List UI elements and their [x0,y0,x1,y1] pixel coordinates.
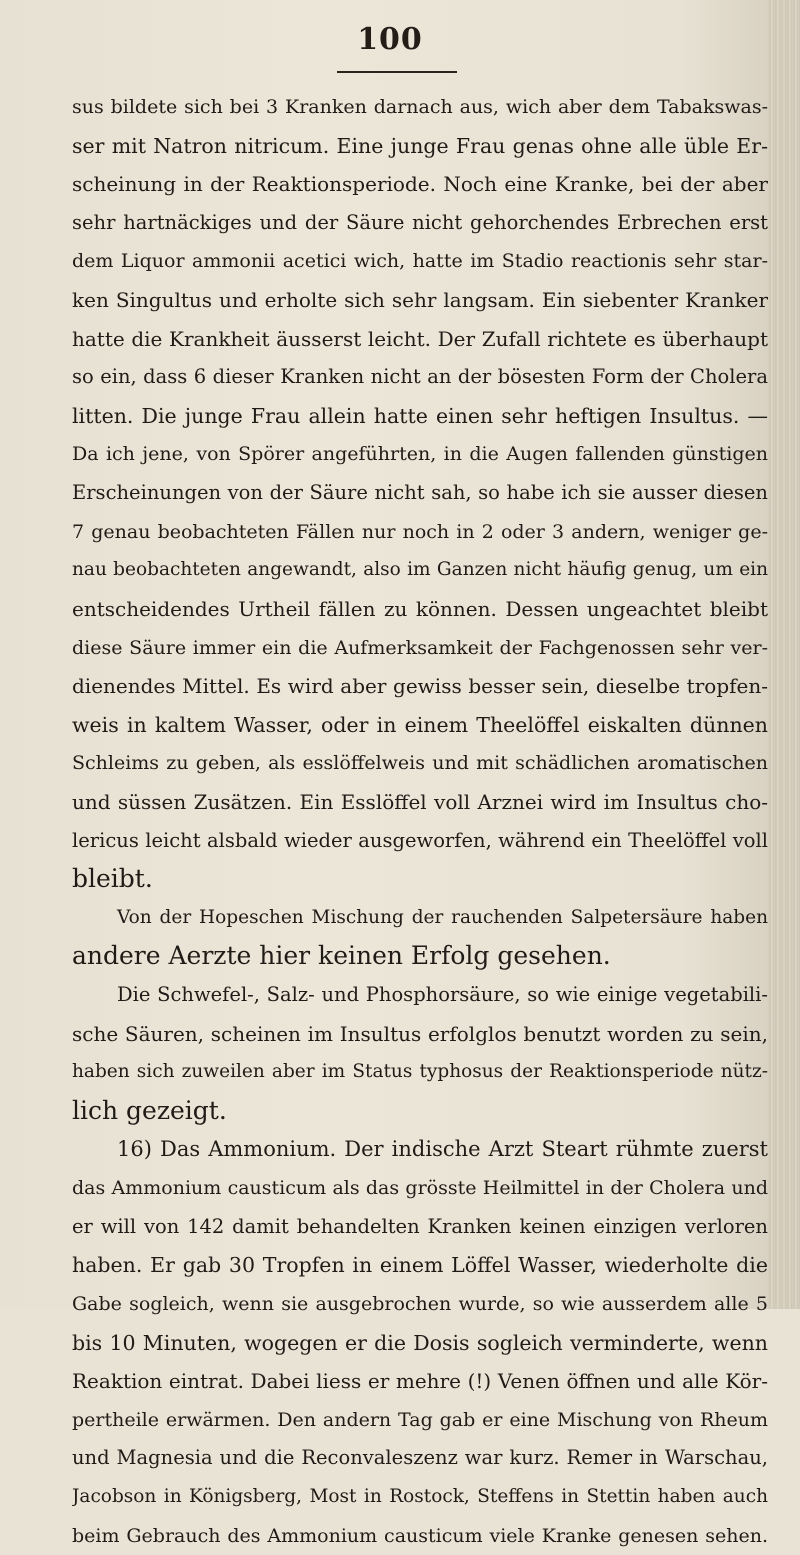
text-line: Erscheinungen von der Säure nicht sah, so habe ich sie ausser diesen [72,481,768,505]
page-number: 100 [357,22,423,57]
text-line: sus bildete sich bei 3 Kranken darnach aus, wich aber dem Tabakswas- [72,96,768,118]
text-line: dienendes Mittel. Es wird aber gewiss besser sein, dieselbe tropfen- [72,674,768,699]
text-line: pertheile erwärmen. Den andern Tag gab er eine Mischung von Rheum [72,1408,768,1431]
text-line: er will von 142 damit behandelten Kranken keinen einzigen verloren [72,1214,768,1238]
text-line: haben. Er gab 30 Tropfen in einem Löffel Wasser, wiederholte die [72,1253,768,1278]
text-line: Jacobson in Königsberg, Most in Rostock, Steffens in Stettin haben auch [72,1485,768,1507]
text-line: bis 10 Minuten, wogegen er die Dosis sogleich verminderte, wenn [72,1330,768,1355]
text-line: weis in kaltem Wasser, oder in einem Theelöffel eiskalten dünnen [72,712,768,737]
text-line: so ein, dass 6 dieser Kranken nicht an der bösesten Form der Cholera [72,365,768,389]
text-line: Da ich jene, von Spörer angeführten, in die Augen fallenden günstigen [72,443,768,466]
text-line: lich gezeigt. [72,1095,227,1125]
text-line: diese Säure immer ein die Aufmerksamkeit der Fachgenossen sehr ver- [72,636,768,659]
text-line: sche Säuren, scheinen im Insultus erfolglos benutzt worden zu sein, [72,1021,768,1046]
text-line: dem Liquor ammonii acetici wich, hatte im Stadio reactionis sehr star- [72,250,768,273]
text-line: sehr hartnäckiges und der Säure nicht gehorchendes Erbrechen erst [72,210,768,234]
text-line: und süssen Zusätzen. Ein Esslöffel voll Arznei wird im Insultus cho- [72,789,768,814]
text-line: scheinung in der Reaktionsperiode. Noch eine Kranke, bei der aber [72,172,768,197]
text-line: das Ammonium causticum als das grösste Heilmittel in der Cholera und [72,1177,768,1200]
header-rule [337,71,457,73]
text-line: 16) Das Ammonium. Der indische Arzt Steart rühmte zuerst [117,1137,768,1162]
text-line: 7 genau beobachteten Fällen nur noch in 2 oder 3 andern, weniger ge- [72,520,768,543]
text-line: litten. Die junge Frau allein hatte einen sehr heftigen Insultus. — [72,403,768,428]
text-line: haben sich zuweilen aber im Status typhosus der Reaktionsperiode nütz- [72,1061,768,1083]
text-line: Reaktion eintrat. Dabei liess er mehre (!) Venen öffnen und alle Kör- [72,1369,768,1394]
text-line: ken Singultus und erholte sich sehr langsam. Ein siebenter Kranker [72,288,768,313]
page-edge-shadow [768,0,800,1309]
text-line: andere Aerzte hier keinen Erfolg gesehen. [72,941,611,971]
text-line: lericus leicht alsbald wieder ausgeworfen, während ein Theelöffel voll [72,828,768,852]
text-line: bleibt. [72,864,153,894]
text-line: beim Gebrauch des Ammonium causticum viele Kranke genesen sehen. [72,1524,768,1547]
body-text [72,88,768,1555]
text-line: Schleims zu geben, als esslöffelweis und mit schädlichen aromatischen [72,752,768,775]
text-line: Von der Hopeschen Mischung der rauchenden Salpetersäure haben [117,906,768,928]
text-line: hatte die Krankheit äusserst leicht. Der Zufall richtete es überhaupt [72,326,768,351]
text-line: nau beobachteten angewandt, also im Ganzen nicht häufig genug, um ein [72,559,768,581]
text-line: Gabe sogleich, wenn sie ausgebrochen wurde, so wie ausserdem alle 5 [72,1292,768,1315]
page-header [0,22,800,57]
text-line: Die Schwefel-, Salz- und Phosphorsäure, so wie einige vegetabili- [117,983,768,1007]
text-line: und Magnesia und die Reconvaleszenz war kurz. Remer in Warschau, [72,1446,768,1470]
text-line: entscheidendes Urtheil fällen zu können. Dessen ungeachtet bleibt [72,596,768,621]
text-line: ser mit Natron nitricum. Eine junge Frau genas ohne alle üble Er- [72,133,768,158]
